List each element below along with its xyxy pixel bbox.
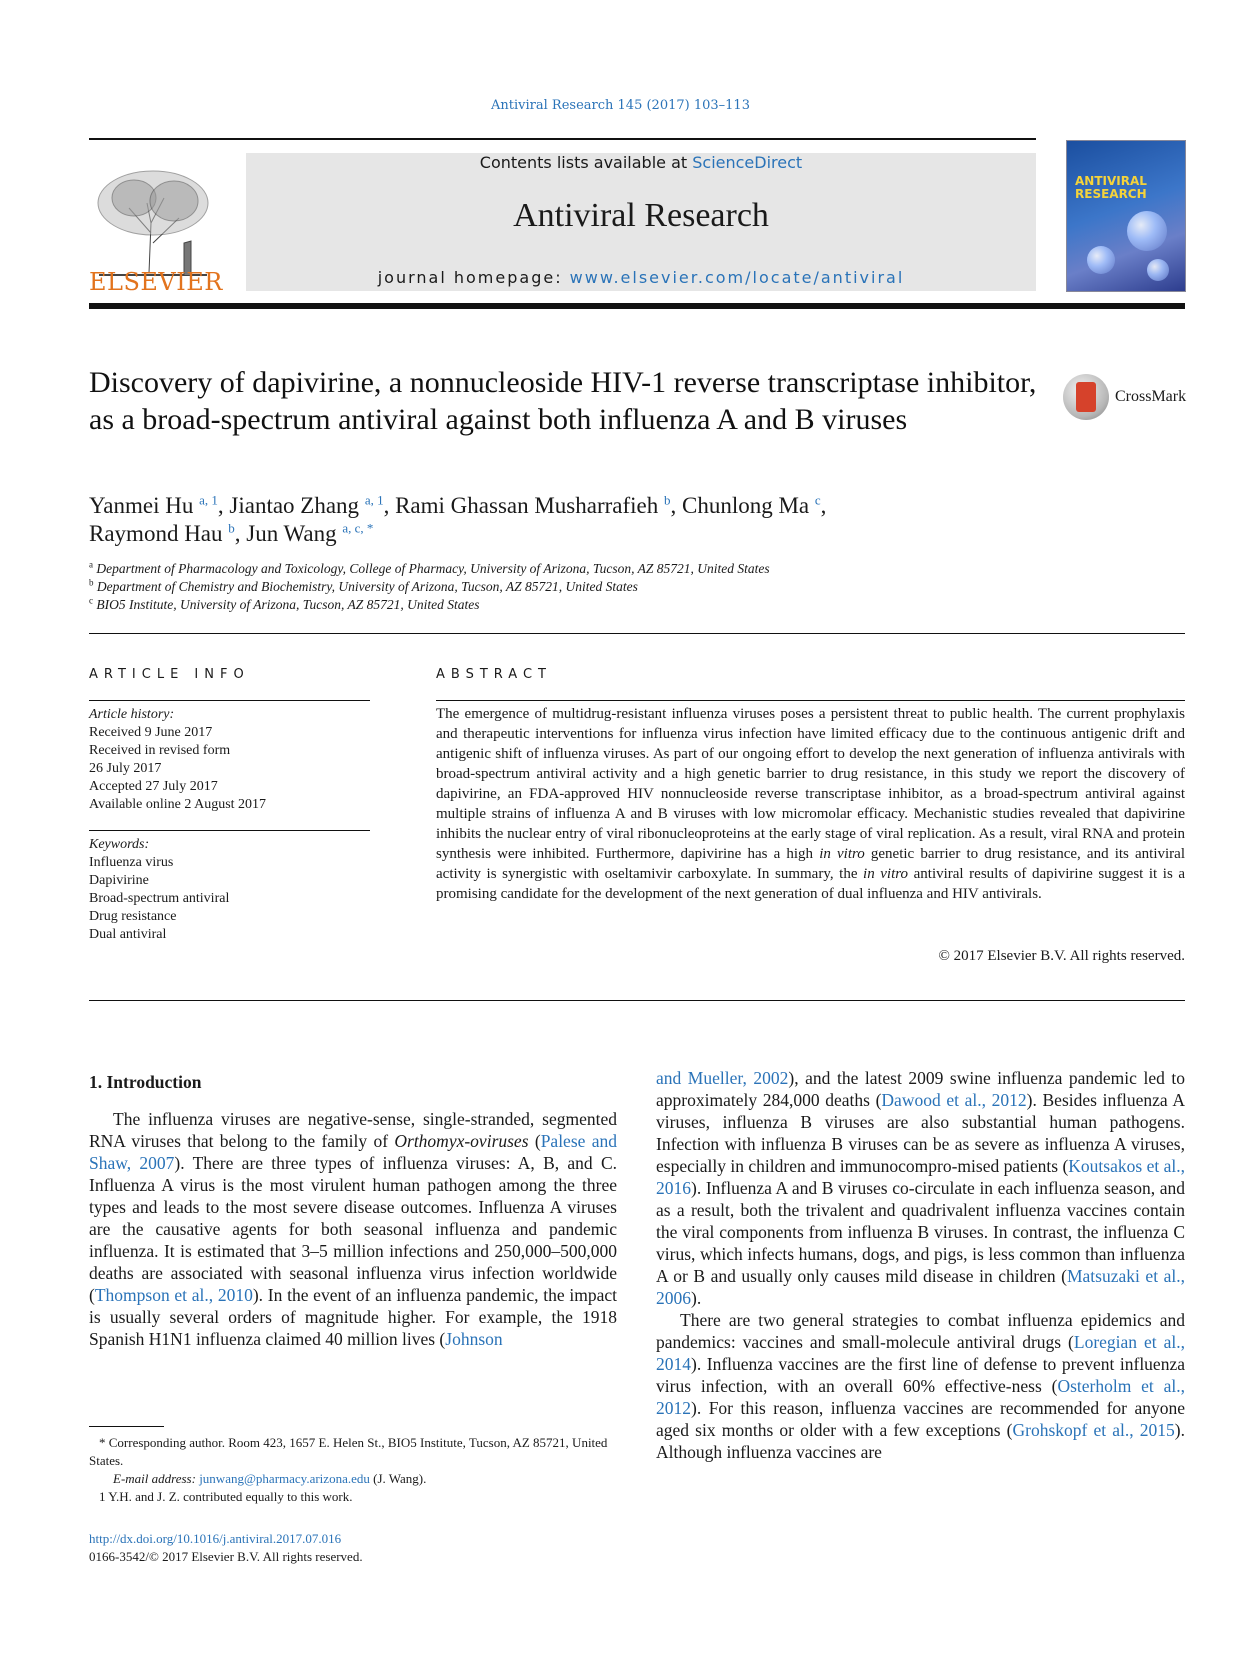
affiliation-text: Department of Chemistry and Biochemistry, University of Arizona, Tucson, AZ 85721, United States [96, 579, 638, 594]
crossmark-bookmark-icon [1076, 382, 1096, 412]
journal-masthead [246, 153, 1036, 291]
citation-link[interactable]: Palese and Shaw, 2007 [89, 1131, 617, 1173]
email-label: E-mail address: [113, 1471, 200, 1486]
author-affiliation-link[interactable]: b [228, 520, 235, 536]
abstract-copyright: © 2017 Elsevier B.V. All rights reserved. [938, 948, 1185, 964]
history-item: Received 9 June 2017 [89, 725, 213, 740]
homepage-link[interactable]: www.elsevier.com/locate/antiviral [569, 268, 905, 287]
keywords-label: Keywords: [89, 837, 150, 852]
header-rule [89, 138, 1036, 140]
abstract-heading: ABSTRACT [436, 667, 552, 682]
text-run: ). [691, 1288, 702, 1308]
sciencedirect-link[interactable]: ScienceDirect [692, 153, 803, 172]
affiliation [89, 561, 770, 577]
masthead-rule [89, 303, 1185, 309]
cover-virus-graphic [1147, 259, 1169, 281]
keyword: Drug resistance [89, 909, 177, 924]
footnote-rule [89, 1426, 164, 1427]
text-italic: Orthomyx-oviruses [394, 1131, 529, 1151]
history-item: Accepted 27 July 2017 [89, 779, 218, 794]
author-name: Jun Wang [246, 521, 337, 546]
text-run: ). There are three types of influenza viruses: A, B, and C. Influenza A virus is the most virulent human pathogen among the three types and leads to the most severe disease outcomes. Influenza A viruses are the causative agents for both seasonal influenza and pandemic influenza. It is estimated that 3–5 million infections and 250,000–500,000 deaths are associated with seasonal influenza virus infection worldwide ( [89, 1153, 617, 1305]
text-run: ). For this reason, influenza vaccines are recommended for anyone aged six months or older with a few exceptions ( [656, 1398, 1185, 1440]
text-run: The influenza viruses are negative-sense, single-stranded, segmented RNA viruses that belong to the family of [89, 1109, 617, 1151]
author-affiliation-link[interactable]: b [664, 492, 671, 508]
keyword: Influenza virus [89, 855, 174, 870]
paragraph [89, 1108, 617, 1350]
citation-link[interactable]: Osterholm et al., 2012 [656, 1376, 1186, 1418]
abstract-segment: The emergence of multidrug-resistant influenza viruses poses a persistent threat to public health. The current prophylaxis and therapeutic interventions for influenza virus infection have limited efficacy due to the continuous antigenic drift and antigenic shift of influenza viruses. As part of our ongoing effort to develop the next generation of influenza antivirals with broad-spectrum antiviral activity and a high genetic barrier to drug resistance, in this study we report the discovery of dapivirine, an FDA-approved HIV nonnucleoside reverse transcriptase inhibitor, as a broad-spectrum antiviral against multiple strains of influenza A and B viruses with low micromolar efficacy. Mechanistic studies revealed that dapivirine inhibits the nuclear entry of viral ribonucleoproteins at the early stage of viral replication. As a result, viral RNA and protein synthesis were inhibited. Furthermore, dapivirine has a high [436, 706, 1185, 862]
article-info-rule [89, 700, 370, 701]
author-name: Jiantao Zhang [229, 493, 360, 518]
keywords-list [89, 836, 369, 944]
paragraph [656, 1309, 1185, 1463]
crossmark-label: CrossMark [1115, 388, 1187, 405]
text-run: ). Besides influenza A viruses, influenza B viruses are also substantial human pathogens. Infection with influenza B viruses can be as severe as influenza A viruses, especially in children and immunocompro-mised patients ( [656, 1090, 1185, 1176]
article-title: Discovery of dapivirine, a nonnucleoside HIV-1 reverse transcriptase inhibitor, as a broad-spectrum antiviral against both influenza A and B viruses [89, 366, 1037, 436]
citation-link[interactable]: Matsuzaki et al., 2006 [656, 1266, 1185, 1308]
author-name: Yanmei Hu [89, 493, 194, 518]
footnote-equal-contribution: 1 Y.H. and J. Z. contributed equally to this work. [99, 1489, 353, 1504]
email-suffix: (J. Wang). [369, 1471, 427, 1486]
keyword: Dual antiviral [89, 927, 167, 942]
citation-link[interactable]: and Mueller, 2002 [656, 1068, 789, 1088]
citation-link[interactable]: Dawood et al., 2012 [881, 1090, 1027, 1110]
abstract-rule [436, 700, 1185, 701]
history-item: Received in revised form [89, 743, 231, 758]
abstract-text [436, 704, 1185, 904]
section-heading-introduction: 1. Introduction [89, 1072, 202, 1092]
affiliation-text: Department of Pharmacology and Toxicology, College of Pharmacy, University of Arizona, Tucson, AZ 85721, United States [96, 561, 770, 576]
doi-link[interactable]: http://dx.doi.org/10.1016/j.antiviral.2017.07.016 [89, 1531, 342, 1546]
email-link[interactable]: junwang@pharmacy.arizona.edu [199, 1471, 370, 1486]
article-info-heading: ARTICLE INFO [89, 667, 250, 682]
keyword: Dapivirine [89, 873, 149, 888]
journal-cover-image[interactable] [1066, 140, 1186, 292]
abstract-italic: in vitro [819, 846, 865, 862]
body-column-right [656, 1067, 1185, 1463]
affiliation-mark: c [89, 595, 93, 606]
cover-virus-graphic [1087, 246, 1115, 274]
affiliation-text: BIO5 Institute, University of Arizona, Tucson, AZ 85721, United States [96, 597, 480, 612]
cover-virus-graphic [1127, 211, 1167, 251]
affiliation [89, 597, 480, 613]
contents-prefix: Contents lists available at [479, 153, 693, 172]
author-affiliation-link[interactable]: c [814, 492, 821, 508]
abstract-segment: genetic barrier to drug resistance, and its antiviral activity is synergistic with oseltamivir carboxylate. In summary, the [436, 846, 1185, 882]
author-name: Rami Ghassan Musharrafieh [395, 493, 659, 518]
author-name: Chunlong Ma [682, 493, 810, 518]
author-affiliation-link[interactable]: a, 1 [199, 492, 218, 508]
journal-name: Antiviral Research [513, 197, 769, 234]
abstract-italic: in vitro [863, 866, 909, 882]
doi-block [89, 1530, 363, 1566]
text-run: ). Although influenza vaccines are [656, 1420, 1185, 1462]
text-run: ( [528, 1131, 541, 1151]
text-run: ). Influenza A and B viruses co-circulate in each influenza season, and as a result, both the trivalent and quadrivalent influenza vaccines contain the viral components from influenza B viruses. In contrast, the influenza C virus, which infects humans, dogs, and pigs, is less common than influenza A or B and usually only causes mild disease in children ( [656, 1178, 1185, 1286]
article-history [89, 706, 369, 814]
affiliation-mark: b [89, 577, 94, 588]
text-run: ). Influenza vaccines are the first line of defense to prevent influenza virus infection, with an overall 60% effective-ness ( [656, 1354, 1185, 1396]
elsevier-wordmark: ELSEVIER [89, 268, 223, 296]
text-run: ). In the event of an influenza pandemic, the impact is usually several orders of magnitude higher. For example, the 1918 Spanish H1N1 influenza claimed 40 million lives ( [89, 1285, 617, 1349]
paragraph [656, 1067, 1185, 1309]
abstract-segment: antiviral results of dapivirine suggest it is a promising candidate for the development of the next generation of dual influenza and HIV antivirals. [436, 866, 1185, 902]
history-item: 26 July 2017 [89, 761, 162, 776]
section-rule [89, 1000, 1185, 1001]
author-name: Raymond Hau [89, 521, 223, 546]
footnote-corresponding: * Corresponding author. Room 423, 1657 E. Helen St., BIO5 Institute, Tucson, AZ 85721, United States. [89, 1435, 608, 1468]
citation-link[interactable]: Koutsakos et al., 2016 [656, 1156, 1185, 1198]
text-run: ), and the latest 2009 swine influenza pandemic led to approximately 284,000 deaths ( [656, 1068, 1185, 1110]
citation-link[interactable]: Thompson et al., 2010 [94, 1285, 253, 1305]
author-affiliation-link[interactable]: a, 1 [364, 492, 384, 508]
history-label: Article history: [89, 707, 175, 722]
author-affiliation-link[interactable]: a, c, * [342, 520, 374, 536]
homepage-prefix: journal homepage: [377, 268, 570, 287]
history-item: Available online 2 August 2017 [89, 797, 267, 812]
journal-citation[interactable]: Antiviral Research 145 (2017) 103–113 [491, 98, 750, 113]
citation-link[interactable]: Johnson [445, 1329, 503, 1349]
section-rule [89, 633, 1185, 634]
citation-link[interactable]: Loregian et al., 2014 [656, 1332, 1185, 1374]
contents-line [246, 153, 1036, 172]
footnotes [89, 1434, 617, 1506]
text-run: There are two general strategies to combat influenza epidemics and pandemics: vaccines and small-molecule antiviral drugs ( [656, 1310, 1185, 1352]
crossmark-button[interactable] [1063, 374, 1193, 422]
cover-title: ANTIVIRAL RESEARCH [1075, 174, 1147, 201]
affiliation-mark: a [89, 559, 93, 570]
homepage-line [246, 268, 1036, 287]
crossmark-icon [1063, 374, 1109, 420]
keywords-rule [89, 830, 370, 831]
keyword: Broad-spectrum antiviral [89, 891, 230, 906]
body-column-left [89, 1108, 617, 1350]
citation-link[interactable]: Grohskopf et al., 2015 [1012, 1420, 1175, 1440]
issn-line: 0166-3542/© 2017 Elsevier B.V. All rights reserved. [89, 1549, 363, 1564]
author-list: Yanmei Hu $^{a, 1}$, Jiantao Zhang $^{a, 1}$, Rami Ghassan Musharrafieh $^b$, Chunlong Ma $^c$, Raymond Hau $^b$, Jun Wang $^{a, c, *}$ [89, 492, 827, 546]
affiliation [89, 579, 638, 595]
footnote-email [89, 1470, 617, 1488]
